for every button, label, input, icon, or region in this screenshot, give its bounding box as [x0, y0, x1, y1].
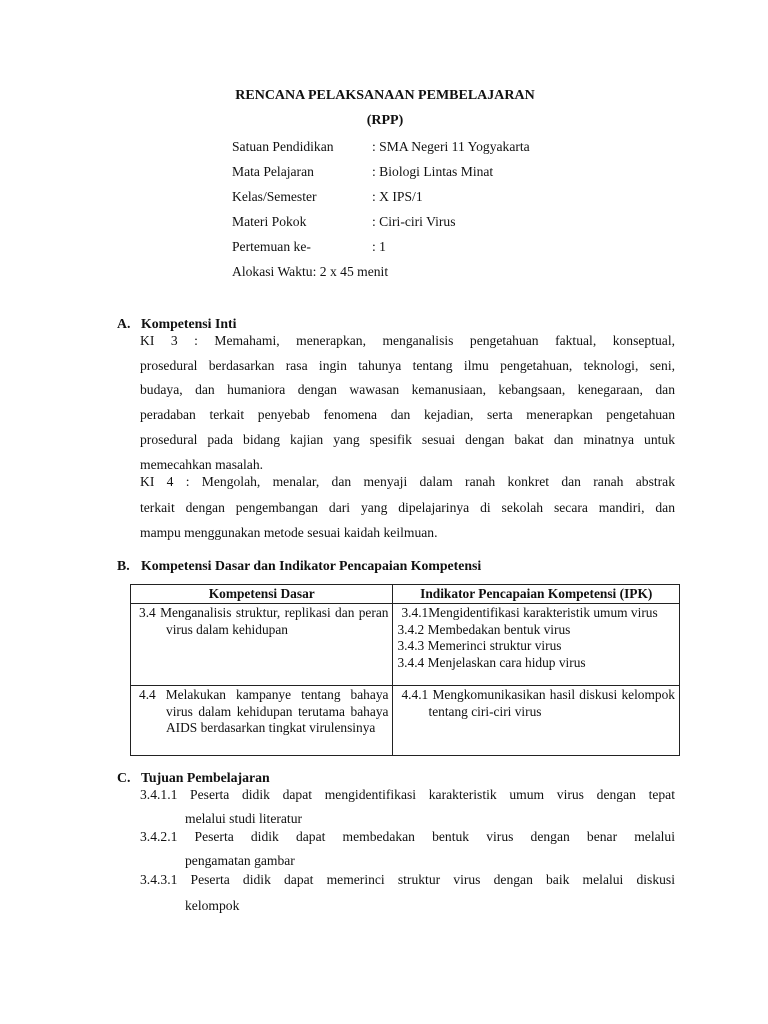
table-row	[131, 604, 680, 686]
identity-label: Pertemuan ke-	[232, 239, 311, 254]
ipk-item: 3.4.2 Membedakan bentuk virus	[397, 621, 571, 637]
ki3-paragraph	[140, 329, 675, 473]
goal-item	[140, 787, 675, 827]
section-letter: C.	[117, 770, 131, 785]
identity-value: : Ciri-ciri Virus	[372, 214, 456, 229]
identity-value: : SMA Negeri 11 Yogyakarta	[372, 139, 530, 154]
kd-cell	[131, 604, 393, 686]
kd-cell	[131, 686, 393, 756]
kd-ipk-table	[130, 584, 680, 756]
alokasi-waktu: Alokasi Waktu: 2 x 45 menit	[232, 264, 389, 279]
ki4-line: mampu menggunakan metode sesuai kaidah keilmuan.	[140, 525, 438, 541]
document-title: RENCANA PELAKSANAAN PEMBELAJARAN	[235, 88, 535, 103]
ipk-cell	[393, 686, 680, 756]
kd-text: 3.4 Menganalisis struktur, replikasi dan peran virus dalam kehidupan	[139, 605, 389, 637]
goal-item	[140, 829, 675, 869]
goal-line: pengamatan gambar	[185, 853, 295, 868]
document-subtitle: (RPP)	[366, 113, 404, 128]
kd-text: 4.4 Melakukan kampanye tentang bahaya virus dalam kehidupan terutama bahaya AIDS berdasarkan tingkat virulensinya	[139, 687, 389, 736]
goal-line: kelompok	[185, 898, 240, 913]
ki3-line: prosedural pada bidang kajian yang spesifik sesuai dengan bakat dan minatnya untuk	[140, 431, 675, 447]
table-row	[131, 686, 680, 756]
section-b-heading	[117, 558, 481, 574]
ki3-line: memecahkan masalah.	[140, 457, 264, 473]
ki3-line: peradaban terkait penyebab fenomena dan kejadian, serta menerapkan pengetahuan	[140, 407, 675, 423]
identity-label: Materi Pokok	[232, 214, 307, 229]
ipk-item: 3.4.4 Menjelaskan cara hidup virus	[397, 654, 586, 670]
section-title: Kompetensi Dasar dan Indikator Pencapaian Kompetensi	[141, 558, 482, 573]
goal-line: 3.4.3.1 Peserta didik dapat memerinci struktur virus dengan baik melalui diskusi	[140, 872, 675, 887]
goal-item	[140, 872, 675, 914]
ki3-line: budaya, dan humaniora dengan wawasan kemanusiaan, kebangsaan, kenegaraan, dan	[140, 382, 675, 398]
table-header-row	[131, 585, 680, 604]
identity-value: : 1	[372, 239, 386, 254]
ki4-line: terkait dengan pengembangan dari yang dipelajarinya di sekolah secara mandiri, dan	[140, 499, 675, 515]
identity-label: Satuan Pendidikan	[232, 139, 334, 154]
section-c-heading	[117, 770, 270, 786]
ipk-item: 3.4.1Mengidentifikasi karakteristik umum virus	[401, 605, 658, 620]
ki4-line: KI 4 : Mengolah, menalar, dan menyaji dalam ranah konkret dan ranah abstrak	[140, 474, 675, 489]
ki3-line: KI 3 : Memahami, menerapkan, menganalisis pengetahuan faktual, konseptual,	[140, 333, 675, 348]
identity-label: Mata Pelajaran	[232, 164, 314, 179]
section-title: Tujuan Pembelajaran	[141, 770, 270, 785]
goal-line: 3.4.2.1 Peserta didik dapat membedakan bentuk virus dengan benar melalui	[140, 829, 675, 844]
ipk-item: 4.4.1 Mengkomunikasikan hasil diskusi kelompok tentang ciri-ciri virus	[401, 687, 675, 719]
section-letter: B.	[117, 558, 130, 573]
ki3-line: prosedural berdasarkan rasa ingin tahunya tentang ilmu pengetahuan, teknologi, seni,	[140, 357, 675, 373]
identity-label: Kelas/Semester	[232, 189, 317, 204]
ipk-cell	[393, 604, 680, 686]
goal-line: 3.4.1.1 Peserta didik dapat mengidentifikasi karakteristik umum virus dengan tepat	[140, 787, 675, 802]
identity-value: : Biologi Lintas Minat	[372, 164, 494, 179]
ipk-item: 3.4.3 Memerinci struktur virus	[397, 638, 562, 654]
table-header-cell: Kompetensi Dasar	[131, 585, 393, 604]
section-letter: A.	[117, 316, 131, 331]
goal-line: melalui studi literatur	[185, 811, 303, 826]
table-header-cell: Indikator Pencapaian Kompetensi (IPK)	[393, 585, 680, 604]
identity-value: : X IPS/1	[372, 189, 423, 204]
ki4-paragraph	[140, 470, 675, 546]
section-title: Kompetensi Inti	[141, 316, 237, 331]
